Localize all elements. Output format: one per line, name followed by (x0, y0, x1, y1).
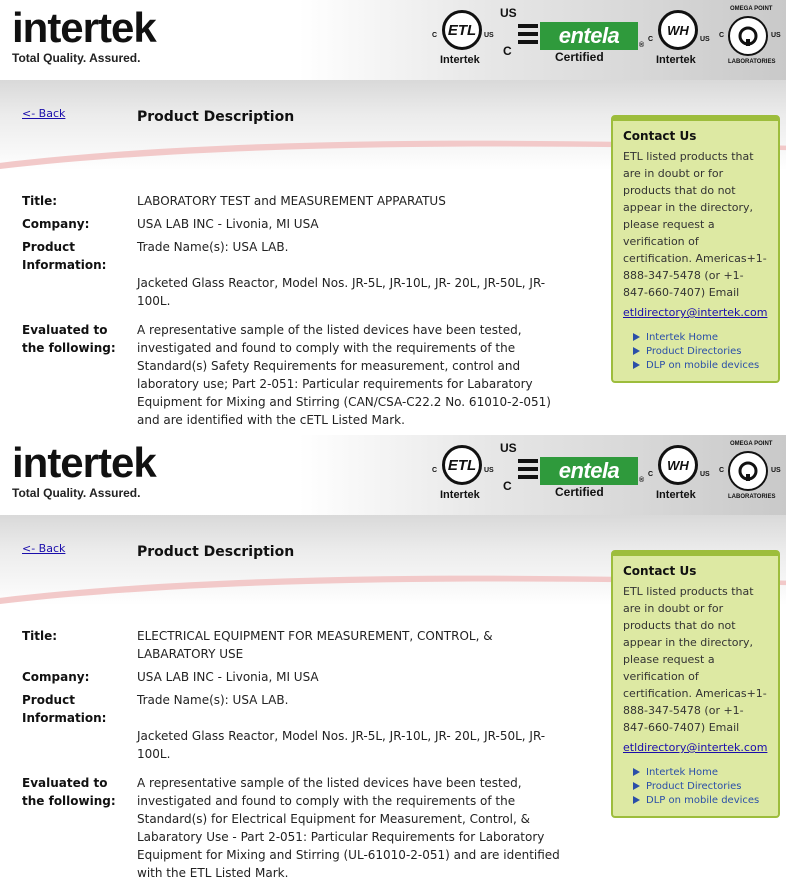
company-label: Company: (22, 670, 90, 684)
link-product-directories[interactable]: Product Directories (633, 780, 768, 794)
company-label: Company: (22, 217, 90, 231)
wh-icon: WH (658, 10, 698, 50)
entela-certified-mark: US C entela ® Certified (500, 441, 645, 499)
product-detail-value: Jacketed Glass Reactor, Model Nos. JR-5L, JR-10L, JR- 20L, JR-50L, JR-100L. (137, 276, 546, 308)
logo-wordmark: intertek (12, 439, 156, 486)
link-dlp-mobile[interactable]: DLP on mobile devices (633, 359, 768, 373)
contact-email-link[interactable]: etldirectory@intertek.com (623, 306, 768, 319)
contact-body: ETL listed products that are in doubt or for products that do not appear in the directory, please request a verification of certification. Americas+1-888-347-5478 (or +1-847-660-7407) Email (623, 585, 767, 734)
site-header (0, 0, 786, 80)
omega-point-mark: OMEGA POINT LABORATORIES C US (719, 441, 781, 500)
evaluated-value: A representative sample of the listed devices have been tested, investigated and found to comply with the requirements of the Standard(s) Safety Requirements for measurement, control and laboratory use; Part 2-051: Particular requirements for Labaratory Equipment for Mixing and Stirring (CAN/CSA-C22.2 No. 61010-2-051) and are identified with the cETL Listed Mark. (137, 323, 551, 427)
company-value: USA LAB INC - Livonia, MI USA (137, 217, 319, 231)
trade-names-value: Trade Name(s): USA LAB. (137, 240, 289, 254)
contact-links (633, 766, 768, 808)
contact-title: Contact Us (623, 564, 697, 578)
product-info-label: Product Information: (22, 240, 107, 272)
title-value: LABORATORY TEST and MEASUREMENT APPARATUS (137, 194, 446, 208)
triangle-right-icon (633, 347, 640, 355)
page-title: Product Description (137, 109, 295, 125)
page-title: Product Description (137, 544, 295, 560)
link-product-directories[interactable]: Product Directories (633, 345, 768, 359)
wh-listed-mark: WH C US Intertek (648, 6, 708, 72)
logo-wordmark: intertek (12, 4, 156, 51)
contact-body: ETL listed products that are in doubt or for products that do not appear in the directory, please request a verification of certification. Americas+1-888-347-5478 (or +1-847-660-7407) Email (623, 150, 767, 299)
intertek-logo[interactable] (12, 441, 156, 500)
wh-icon: WH (658, 445, 698, 485)
company-value: USA LAB INC - Livonia, MI USA (137, 670, 319, 684)
wh-listed-mark: WH C US Intertek (648, 441, 708, 507)
entela-logo-icon: entela (540, 457, 638, 485)
back-link[interactable]: <- Back (22, 542, 66, 555)
entela-logo-icon: entela (540, 22, 638, 50)
product-info-label: Product Information: (22, 693, 107, 725)
omega-icon (728, 451, 768, 491)
logo-tagline: Total Quality. Assured. (12, 51, 141, 65)
trade-names-value: Trade Name(s): USA LAB. (137, 693, 289, 707)
title-label: Title: (22, 629, 58, 643)
omega-point-mark: OMEGA POINT LABORATORIES C US (719, 6, 781, 65)
evaluated-label: Evaluated to the following: (22, 323, 116, 355)
contact-box (611, 115, 780, 383)
link-intertek-home[interactable]: Intertek Home (633, 766, 768, 780)
product-panel-1 (0, 0, 786, 435)
contact-links (633, 331, 768, 373)
contact-email-link[interactable]: etldirectory@intertek.com (623, 741, 768, 754)
evaluated-value: A representative sample of the listed devices have been tested, investigated and found to comply with the requirements of the Standard(s) for Electrical Equipment for Measurement, Control, & Labaratory Use - Part 2-051: Particular Requirements for Laboratory Equipment for Mixing and Stirring (UL-61010-2-051) and are identified with the ETL Listed Mark. (137, 776, 560, 880)
site-header (0, 435, 786, 515)
etl-icon: ETL (442, 445, 482, 485)
evaluated-label: Evaluated to the following: (22, 776, 116, 808)
link-dlp-mobile[interactable]: DLP on mobile devices (633, 794, 768, 808)
link-intertek-home[interactable]: Intertek Home (633, 331, 768, 345)
triangle-right-icon (633, 796, 640, 804)
etl-icon: ETL (442, 10, 482, 50)
contact-title: Contact Us (623, 129, 697, 143)
title-value: ELECTRICAL EQUIPMENT FOR MEASUREMENT, CONTROL, & LABARATORY USE (137, 629, 493, 661)
product-detail-value: Jacketed Glass Reactor, Model Nos. JR-5L, JR-10L, JR- 20L, JR-50L, JR-100L. (137, 729, 546, 761)
back-link[interactable]: <- Back (22, 107, 66, 120)
contact-box (611, 550, 780, 818)
triangle-right-icon (633, 782, 640, 790)
etl-listed-mark: ETL C US Intertek (432, 441, 492, 507)
triangle-right-icon (633, 361, 640, 369)
logo-tagline: Total Quality. Assured. (12, 486, 141, 500)
intertek-logo[interactable] (12, 6, 156, 65)
entela-certified-mark: US C entela ® Certified (500, 6, 645, 64)
triangle-right-icon (633, 768, 640, 776)
product-panel-2 (0, 435, 786, 885)
triangle-right-icon (633, 333, 640, 341)
title-label: Title: (22, 194, 58, 208)
omega-icon (728, 16, 768, 56)
etl-listed-mark: ETL C US Intertek (432, 6, 492, 72)
